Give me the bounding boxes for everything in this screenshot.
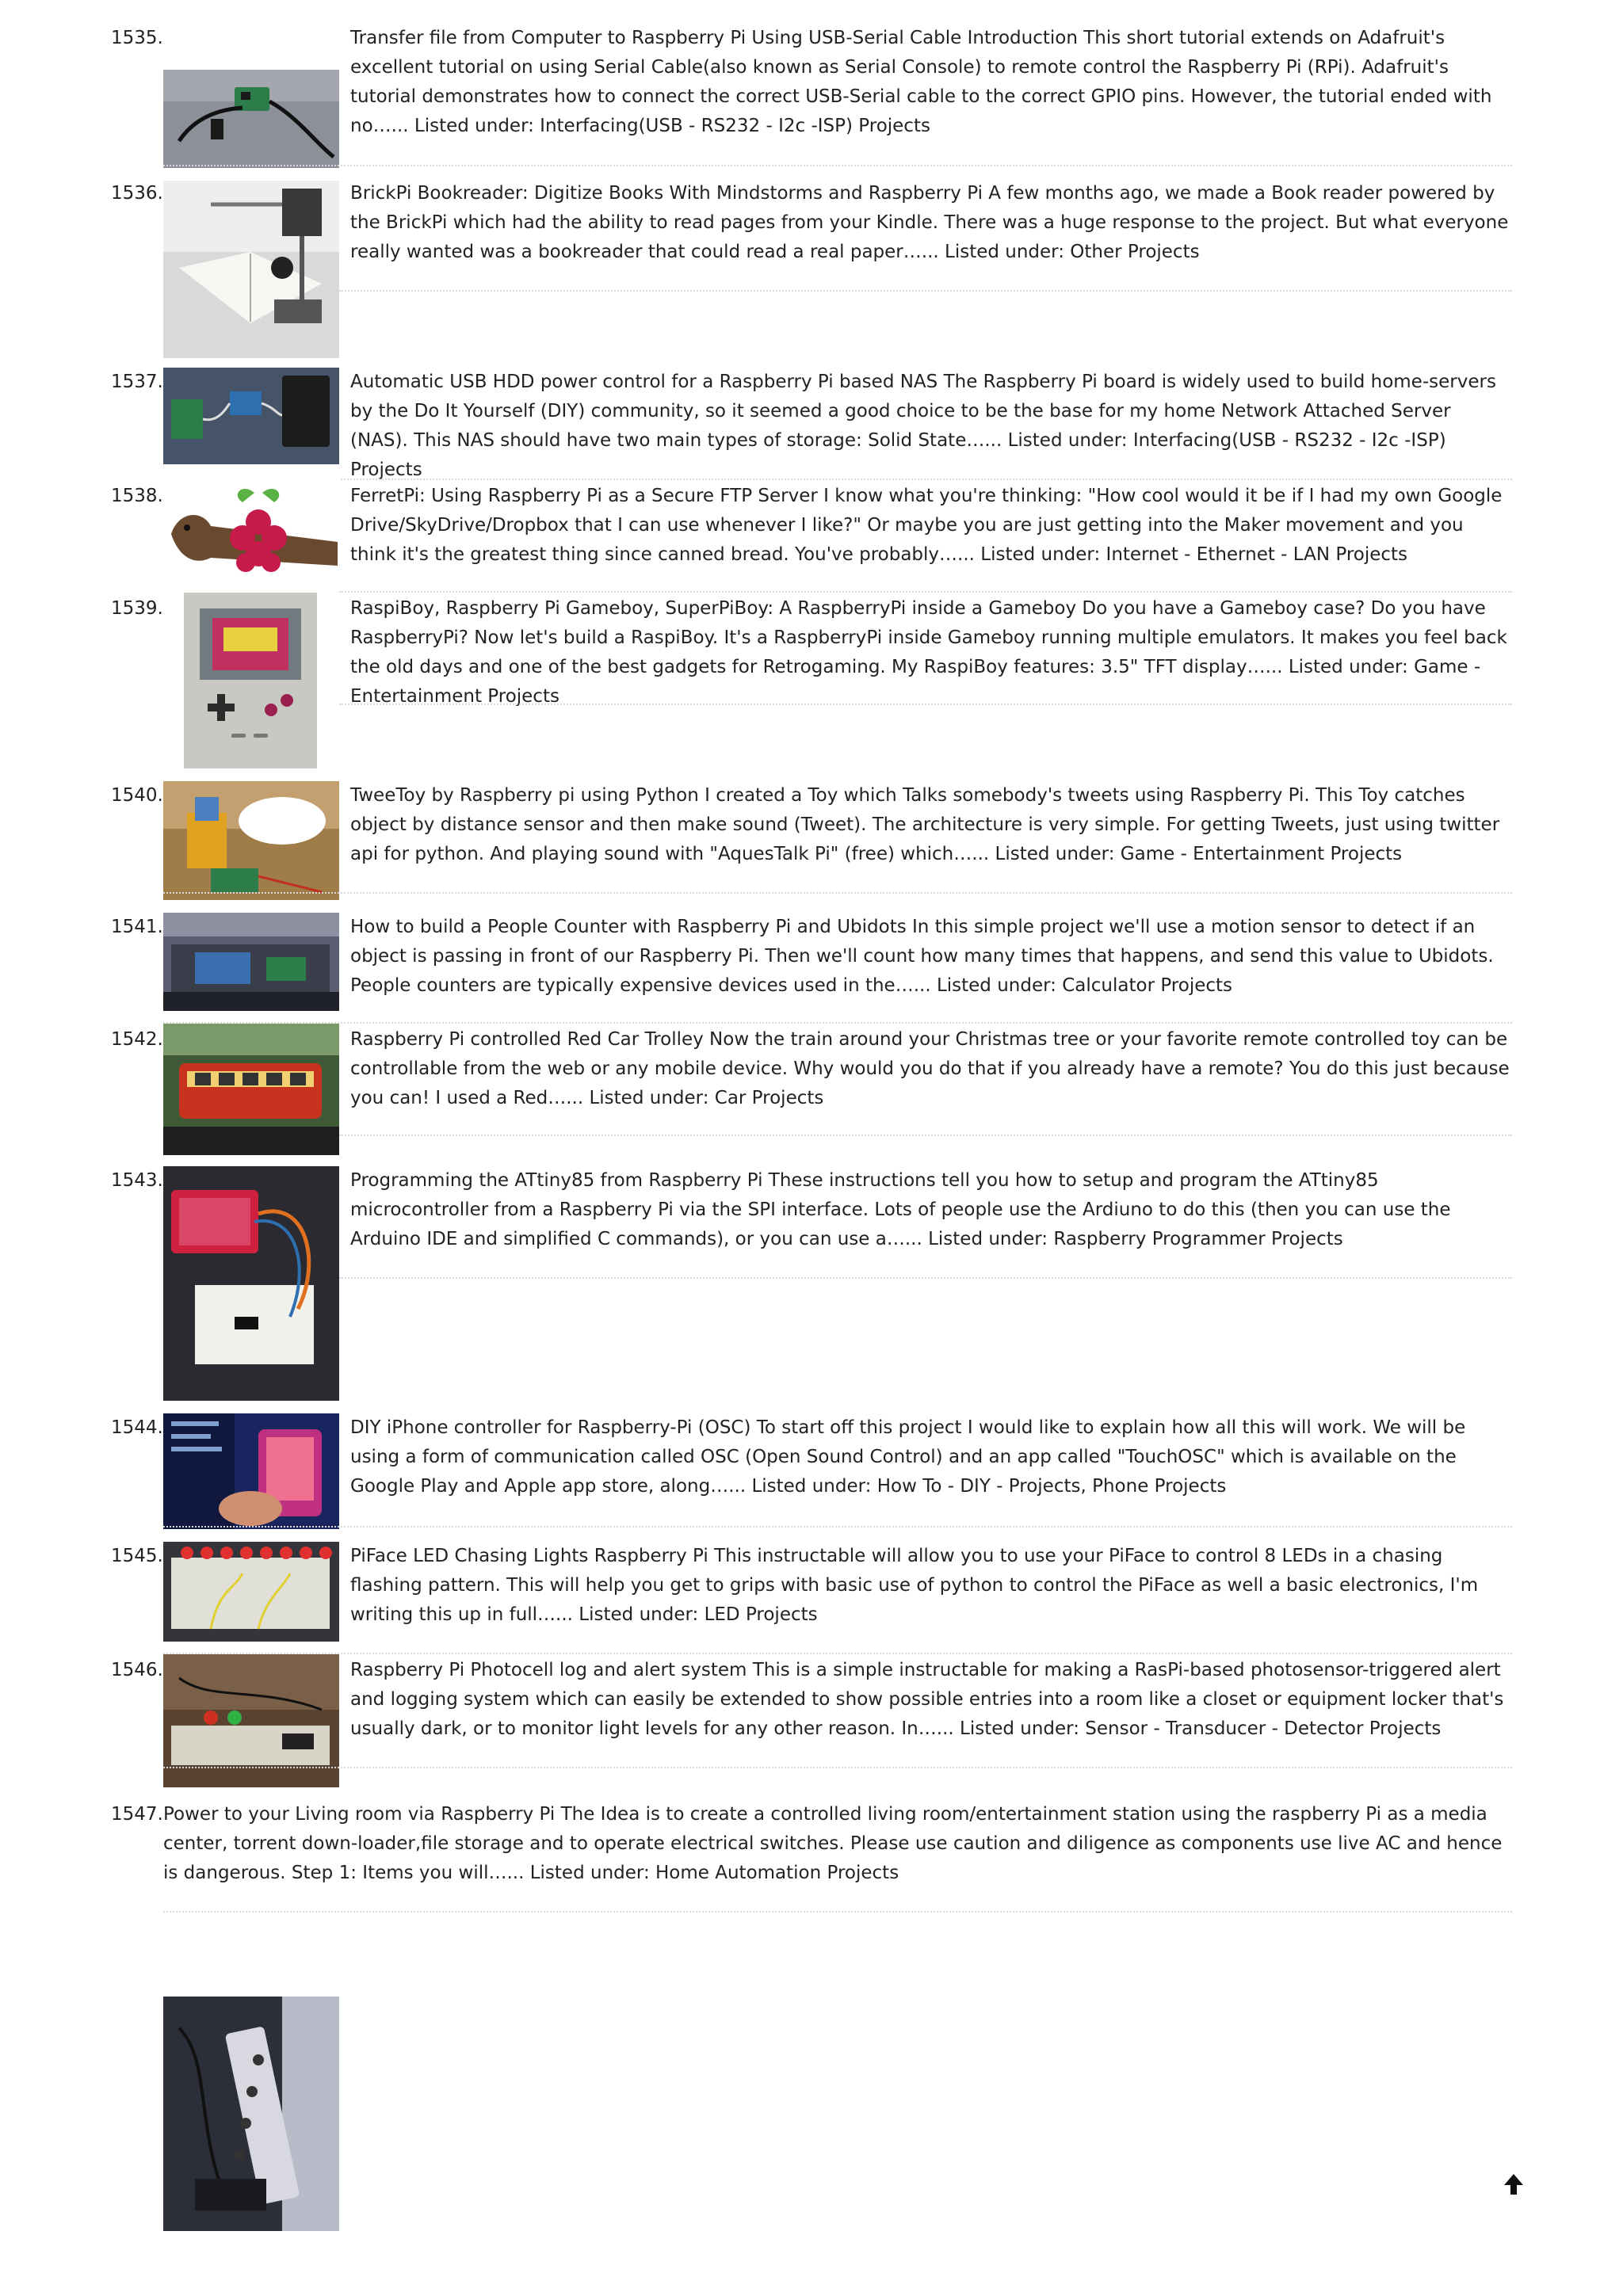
ferret-raspberry-logo-icon[interactable] — [163, 479, 339, 577]
divider — [339, 1135, 1512, 1136]
item-description[interactable]: FerretPi: Using Raspberry Pi as a Secure FTP Server I know what you're thinking: "How cool would it be if I had my own Google Drive/SkyDrive/Dropbox that I can use whenever I like?" Or maybe you are just getting into the Maker movement and you think it's the greatest thing since canned bread. You've probably…... Listed under: Internet - Ethernet - LAN Projects — [350, 486, 1503, 565]
item-number: 1542. — [111, 1029, 163, 1050]
iphone-controller-photo-icon[interactable] — [163, 1413, 339, 1529]
divider — [163, 1653, 1512, 1654]
divider — [163, 1022, 1512, 1024]
item-description[interactable]: Automatic USB HDD power control for a Raspberry Pi based NAS The Raspberry Pi board is widely used to build home-servers by the Do It Yourself (DIY) community, so it seemed a good choice to be the base for my home Network Attached Server (NAS). This NAS should have two main types of storage: Solid State…... Listed under: Interfacing(USB - RS232 - I2c -ISP) Projects — [350, 372, 1496, 480]
people-counter-photo-icon[interactable] — [163, 913, 339, 1011]
tweetoy-photo-icon[interactable] — [163, 781, 339, 900]
item-description[interactable]: Power to your Living room via Raspberry Pi The Idea is to create a controlled living room/entertainment station using the raspberry Pi as a media center, torrent down-loader,file storage and to operate electrical switches. Please use caution and diligence as components use live AC and hence is dangerous. Step 1: Items you will…... Listed under: Home Automation Projects — [163, 1804, 1503, 1883]
item-description[interactable]: Transfer file from Computer to Raspberry Pi Using USB-Serial Cable Introduction This short tutorial extends on Adafruit's excellent tutorial on using Serial Cable(also known as Serial Console) to remote control the Raspberry Pi (RPi). Adafruit's tutorial demonstrates how to connect the correct USB-Serial cable to the correct GPIO pins. However, the tutorial ended with no…... Listed under: Interfacing(USB - RS232 - I2c -ISP) Projects — [350, 28, 1492, 136]
item-number: 1539. — [111, 598, 163, 619]
item-number: 1547. — [111, 1804, 163, 1825]
gameboy-photo-icon[interactable] — [184, 593, 317, 769]
item-number: 1535. — [111, 28, 163, 48]
item-number: 1540. — [111, 785, 163, 806]
power-strip-photo-icon[interactable] — [163, 1997, 339, 2231]
divider — [163, 1526, 1512, 1527]
red-trolley-photo-icon[interactable] — [163, 1024, 339, 1155]
divider — [339, 1277, 1512, 1279]
item-description[interactable]: PiFace LED Chasing Lights Raspberry Pi This instructable will allow you to use your PiFace to control 8 LEDs in a chasing flashing pattern. This will help you get to grips with basic use of python to control the PiFace as well a basic electronics, I'm writing this up in full…... Listed under: LED Projects — [350, 1546, 1479, 1625]
item-number: 1544. — [111, 1417, 163, 1438]
item-description[interactable]: Raspberry Pi Photocell log and alert system This is a simple instructable for making a RasPi-based photosensor-triggered alert and logging system which can easily be extended to show possible entries into a room like a closet or equipment locker that's usually dark, or to monitor light levels for any other reason. In…... Listed under: Sensor - Transducer - Detector Projects — [350, 1660, 1504, 1739]
item-number: 1545. — [111, 1546, 163, 1566]
arrow-up-icon[interactable] — [1503, 2172, 1525, 2198]
item-number: 1543. — [111, 1170, 163, 1191]
item-description[interactable]: Raspberry Pi controlled Red Car Trolley Now the train around your Christmas tree or your favorite remote controlled toy can be controllable from the web or any mobile device. Why would you do that if you already have a remote? You do this just because you can! I used a Red…... Listed under: Car Projects — [350, 1029, 1510, 1108]
usb-hdd-photo-icon[interactable] — [163, 368, 339, 464]
piface-leds-photo-icon[interactable] — [163, 1542, 339, 1642]
item-description[interactable]: BrickPi Bookreader: Digitize Books With Mindstorms and Raspberry Pi A few months ago, we made a Book reader powered by the BrickPi which had the ability to read pages from your Kindle. There was a huge response to the project. But what everyone really wanted was a bookreader that could read a real paper…... Listed under: Other Projects — [350, 183, 1509, 262]
divider — [163, 1911, 1512, 1913]
divider — [163, 165, 1512, 166]
divider — [339, 290, 1512, 292]
item-description[interactable]: DIY iPhone controller for Raspberry-Pi (OSC) To start off this project I would like to explain how all this will work. We will be using a form of communication called OSC (Open Sound Control) and an app called "TouchOSC" which is available on the Google Play and Apple app store, along…... Listed under: How To - DIY - Projects, Phone Projects — [350, 1417, 1466, 1497]
bookreader-robot-photo-icon[interactable] — [163, 181, 339, 358]
item-description[interactable]: Programming the ATtiny85 from Raspberry Pi These instructions tell you how to setup and program the ATtiny85 microcontroller from a Raspberry Pi via the SPI interface. Lots of people use the Ardiuno to do this (then you can use the Arduino IDE and simplified C commands), or you can use a…... Listed under: Raspberry Programmer Projects — [350, 1170, 1451, 1249]
item-description[interactable]: RaspiBoy, Raspberry Pi Gameboy, SuperPiBoy: A RaspberryPi inside a Gameboy Do you have a Gameboy case? Do you have RaspberryPi? Now let's build a RaspiBoy. It's a RaspberryPi inside Gameboy running multiple emulators. It makes you feel back the old days and one of the best gadgets for Retrogaming. My RaspiBoy features: 3.5" TFT display…... Listed under: Game - Entertainment Projects — [350, 598, 1507, 707]
divider — [339, 591, 1512, 593]
divider — [163, 892, 1512, 894]
divider — [163, 1767, 1512, 1768]
item-description[interactable]: How to build a People Counter with Raspberry Pi and Ubidots In this simple project we'll use a motion sensor to detect if an object is passing in front of our Raspberry Pi. Then we'll count how many times that happens, and send this value to Ubidots. People counters are typically expensive devices used in the…... Listed under: Calculator Projects — [350, 917, 1494, 996]
usb-serial-cable-photo-icon[interactable] — [163, 70, 339, 168]
divider — [163, 479, 1512, 480]
item-number: 1541. — [111, 917, 163, 937]
item-number: 1538. — [111, 486, 163, 506]
item-number: 1546. — [111, 1660, 163, 1680]
divider — [339, 704, 1512, 705]
item-number: 1537. — [111, 372, 163, 392]
attiny-breadboard-photo-icon[interactable] — [163, 1166, 339, 1401]
item-number: 1536. — [111, 183, 163, 204]
item-description[interactable]: TweeToy by Raspberry pi using Python I created a Toy which Talks somebody's tweets using Raspberry Pi. This Toy catches object by distance sensor and then make sound (Tweet). The architecture is very simple. For getting Tweets, just using twitter api for python. And playing sound with "AquesTalk Pi" (free) which…... Listed under: Game - Entertainment Projects — [350, 785, 1500, 864]
